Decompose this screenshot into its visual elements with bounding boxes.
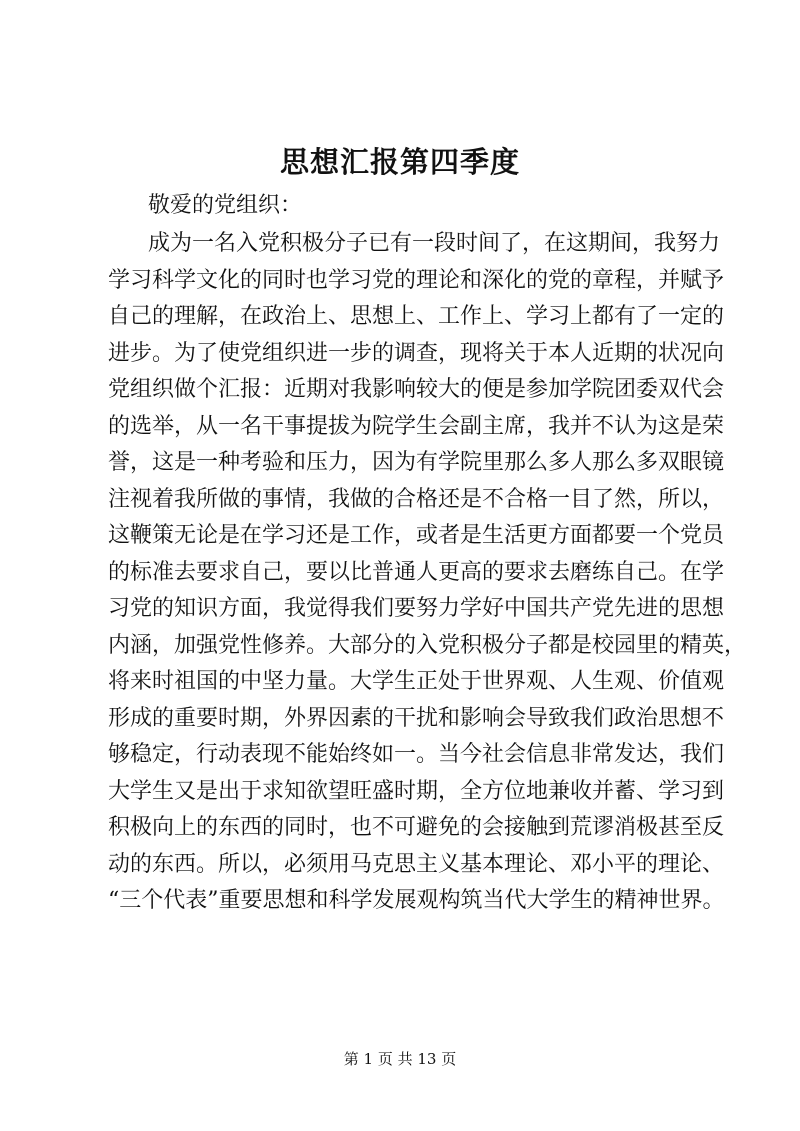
body-line: 成为一名入党积极分子已有一段时间了，在这期间，我努力 xyxy=(148,231,721,256)
body-line: 党组织做个汇报：近期对我影响较大的便是参加学院团委双代会 xyxy=(108,377,725,402)
body-line: 进步。为了使党组织进一步的调查，现将关于本人近期的状况向 xyxy=(108,340,725,366)
body-line: 习党的知识方面，我觉得我们要努力学好中国共产党先进的思想 xyxy=(108,596,725,621)
body-line: 够稳定，行动表现不能始终如一。当今社会信息非常发达，我们 xyxy=(108,742,725,767)
salutation: 敬爱的党组织： xyxy=(148,193,303,218)
body-line: 的标准去要求自己，要以比普通人更高的要求去磨练自己。在学 xyxy=(108,559,725,585)
body-line: 大学生又是出于求知欲望旺盛时期，全方位地兼收并蓄、学习到 xyxy=(108,778,725,804)
body-line: 誉，这是一种考验和压力，因为有学院里那么多人那么多双眼镜 xyxy=(108,450,725,475)
body-line: 形成的重要时期，外界因素的干扰和影响会导致我们政治思想不 xyxy=(108,705,725,731)
body-text xyxy=(108,226,747,920)
body-line: 学习科学文化的同时也学习党的理论和深化的党的章程，并赋予 xyxy=(108,267,725,293)
document-title: 思想汇报第四季度 xyxy=(279,145,520,179)
body-line: 将来时祖国的中坚力量。大学生正处于世界观、人生观、价值观 xyxy=(108,669,725,694)
body-line: 动的东西。所以，必须用马克思主义基本理论、邓小平的理论、 xyxy=(108,851,725,877)
body-line: 内涵，加强党性修养。大部分的入党积极分子都是校园里的精英， xyxy=(108,632,747,658)
page-number-footer: 第 1 页 共 13 页 xyxy=(343,1050,457,1068)
body-line: “三个代表”重要思想和科学发展观构筑当代大学生的精神世界。 xyxy=(108,888,725,913)
body-line: 积极向上的东西的同时，也不可避免的会接触到荒谬消极甚至反 xyxy=(108,815,725,840)
body-line: 自己的理解，在政治上、思想上、工作上、学习上都有了一定的 xyxy=(108,304,725,329)
body-line: 这鞭策无论是在学习还是工作，或者是生活更方面都要一个党员 xyxy=(108,523,725,548)
body-line: 的选举，从一名干事提拔为院学生会副主席，我并不认为这是荣 xyxy=(108,413,725,439)
body-line: 注视着我所做的事情，我做的合格还是不合格一目了然，所以， xyxy=(108,486,725,512)
